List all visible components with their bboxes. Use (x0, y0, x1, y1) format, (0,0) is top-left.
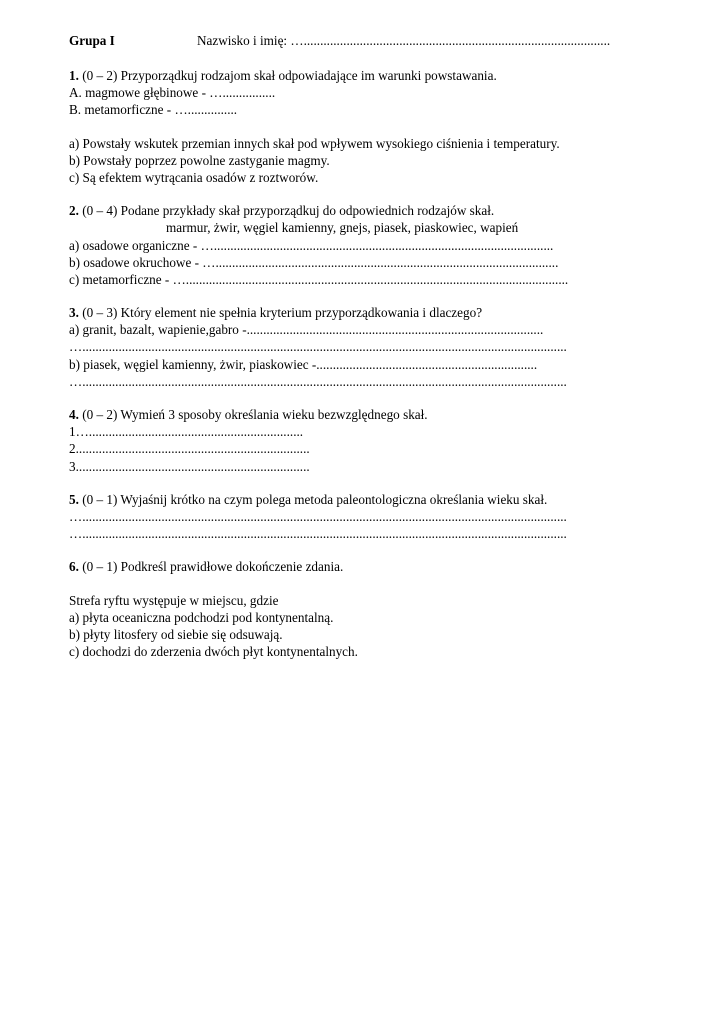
name-field: Nazwisko i imię: …............................................................................................. (197, 33, 611, 48)
question-1-number: 1. (69, 68, 79, 83)
question-5-number: 5. (69, 491, 79, 507)
question-6-option-c: c) dochodzi do zderzenia dwóch płyt kontynentalnych. (69, 644, 358, 660)
question-5-answer-line-1: …................................................................................................................................................... (69, 508, 567, 524)
question-3-number: 3. (69, 305, 79, 321)
question-1-option-c: c) Są efektem wytrącania osadów z roztworów. (69, 169, 319, 185)
question-2-prompt (69, 202, 659, 219)
question-6-option-a: a) płyta oceaniczna podchodzi pod kontynentalną. (69, 609, 334, 625)
question-6-option-b: b) płyty litosfery od siebie się odsuwają. (69, 626, 283, 642)
question-3-answer-line-b: …................................................................................................................................................... (69, 373, 567, 389)
question-6-stem: Strefa ryftu występuje w miejscu, gdzie (69, 592, 279, 608)
question-1-prompt (69, 67, 659, 84)
question-4-prompt (69, 406, 659, 423)
question-2-number: 2. (69, 203, 79, 219)
question-2-item-a: a) osadowe organiczne - …....................................................................................................... (69, 237, 554, 253)
question-1-text: (0 – 2) Przyporządkuj rodzajom skał odpowiadające im warunki powstawania. (78, 68, 497, 83)
question-3-line-b: b) piasek, węgiel kamienny, żwir, piaskowiec -................................................................... (69, 356, 538, 372)
question-2-rock-list: marmur, żwir, węgiel kamienny, gnejs, piasek, piaskowiec, wapień (166, 220, 519, 236)
question-1-option-a: a) Powstały wskutek przemian innych skał pod wpływem wysokiego ciśnienia i temperatury. (69, 135, 560, 151)
worksheet (69, 31, 659, 660)
question-3-prompt (69, 304, 659, 321)
question-1 (69, 67, 659, 186)
question-5-text: (0 – 1) Wyjaśnij krótko na czym polega metoda paleontologiczna określania wieku skał. (78, 491, 548, 507)
question-5-answer-line-2: …................................................................................................................................................... (69, 526, 567, 542)
question-1-item-a: A. magmowe głębinowe - …................ (69, 85, 276, 101)
question-6-prompt (69, 558, 659, 575)
question-2-text: (0 – 4) Podane przykłady skał przyporządkuj do odpowiednich rodzajów skał. (78, 203, 495, 219)
question-3-line-a: a) granit, bazalt, wapienie,gabro -.......................................................................................... (69, 322, 544, 338)
group-label: Grupa I (69, 33, 115, 48)
question-3 (69, 304, 659, 390)
question-6-number: 6. (69, 559, 79, 575)
question-2-item-b: b) osadowe okruchowe - …........................................................................................................ (69, 254, 559, 270)
question-4-answer-line-3: 3....................................................................... (69, 458, 310, 474)
question-5 (69, 491, 659, 543)
question-4 (69, 406, 659, 475)
question-4-number: 4. (69, 407, 79, 422)
question-5-prompt (69, 491, 659, 508)
question-4-answer-line-1: 1…................................................................. (69, 424, 304, 440)
question-6-text: (0 – 1) Podkreśl prawidłowe dokończenie zdania. (78, 559, 344, 575)
question-4-answer-line-2: 2....................................................................... (69, 441, 310, 457)
question-3-answer-line-a: …................................................................................................................................................... (69, 339, 567, 355)
question-2-item-c: c) metamorficzne - ….................................................................................................................... (69, 271, 569, 287)
question-4-text: (0 – 2) Wymień 3 sposoby określania wieku bezwzględnego skał. (78, 407, 428, 422)
question-2 (69, 202, 659, 288)
question-6 (69, 558, 659, 660)
question-1-option-b: b) Powstały poprzez powolne zastyganie magmy. (69, 152, 330, 168)
question-3-text: (0 – 3) Który element nie spełnia kryterium przyporządkowania i dlaczego? (78, 305, 483, 321)
question-1-item-b: B. metamorficzne - …............... (69, 102, 238, 118)
header (69, 31, 659, 51)
